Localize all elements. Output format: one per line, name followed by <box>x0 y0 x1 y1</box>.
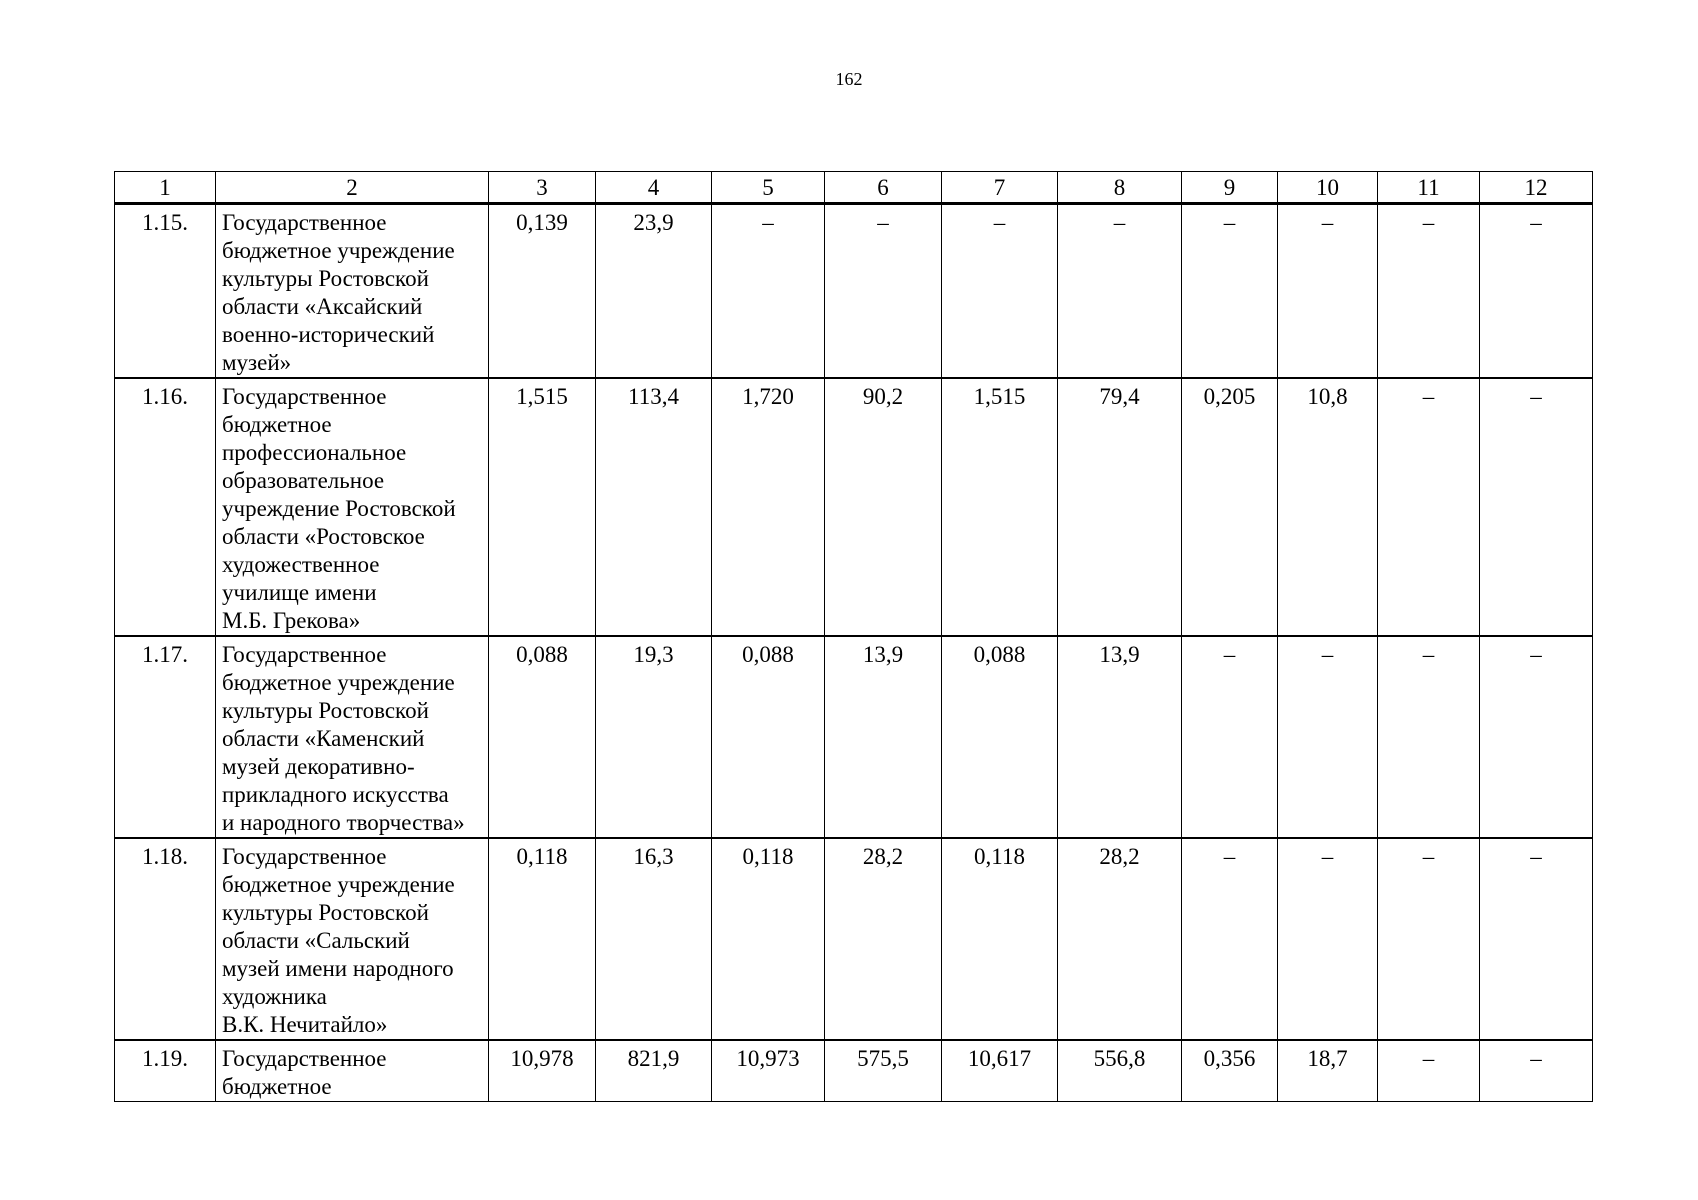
value-cell: 556,8 <box>1058 1040 1182 1102</box>
institution-name-line: музей имени народного <box>222 956 454 981</box>
value-cell: 13,9 <box>825 636 942 838</box>
institution-name-line: культуры Ростовской <box>222 900 429 925</box>
institution-name-line: профессиональное <box>222 440 407 465</box>
institution-name-line: музей» <box>222 350 292 375</box>
value-cell: 0,118 <box>942 838 1058 1040</box>
value-cell: 0,118 <box>712 838 825 1040</box>
value-cell: – <box>1480 838 1593 1040</box>
value-cell: – <box>1058 204 1182 379</box>
value-cell: 0,356 <box>1182 1040 1278 1102</box>
value-cell: – <box>712 204 825 379</box>
institution-name-line: Государственное <box>222 642 387 667</box>
value-cell: – <box>1278 204 1378 379</box>
value-cell: – <box>942 204 1058 379</box>
value-cell: – <box>825 204 942 379</box>
institution-name-line: бюджетное учреждение <box>222 670 455 695</box>
column-header: 4 <box>596 172 712 204</box>
value-cell: – <box>1480 378 1593 636</box>
data-table <box>114 171 1593 1102</box>
institution-name-line: училище имени <box>222 580 377 605</box>
institution-name-line: и народного творчества» <box>222 810 465 835</box>
value-cell: 10,978 <box>489 1040 596 1102</box>
value-cell: 23,9 <box>596 204 712 379</box>
value-cell: 10,617 <box>942 1040 1058 1102</box>
value-cell: 28,2 <box>1058 838 1182 1040</box>
table-header-row <box>115 172 1593 204</box>
institution-name <box>216 1040 489 1102</box>
value-cell: 0,088 <box>942 636 1058 838</box>
institution-name-line: В.К. Нечитайло» <box>222 1012 388 1037</box>
value-cell: – <box>1278 636 1378 838</box>
institution-name-line: культуры Ростовской <box>222 266 429 291</box>
value-cell: 16,3 <box>596 838 712 1040</box>
column-header: 5 <box>712 172 825 204</box>
institution-name-line: Государственное <box>222 1046 387 1071</box>
institution-name-line: М.Б. Грекова» <box>222 608 361 633</box>
column-header: 6 <box>825 172 942 204</box>
value-cell: 0,205 <box>1182 378 1278 636</box>
value-cell: – <box>1378 1040 1480 1102</box>
table-row <box>115 1040 1593 1102</box>
institution-name-line: области «Ростовское <box>222 524 425 549</box>
institution-name-line: прикладного искусства <box>222 782 449 807</box>
institution-name-line: бюджетное <box>222 412 332 437</box>
value-cell: – <box>1182 204 1278 379</box>
institution-name-line: бюджетное учреждение <box>222 872 455 897</box>
institution-name-line: Государственное <box>222 844 387 869</box>
table-row <box>115 636 1593 838</box>
row-number: 1.17. <box>115 636 216 838</box>
value-cell: – <box>1480 1040 1593 1102</box>
column-header: 9 <box>1182 172 1278 204</box>
value-cell: 575,5 <box>825 1040 942 1102</box>
institution-name-line: образовательное <box>222 468 385 493</box>
value-cell: – <box>1378 838 1480 1040</box>
value-cell: 90,2 <box>825 378 942 636</box>
value-cell: – <box>1480 204 1593 379</box>
institution-name <box>216 204 489 379</box>
value-cell: 0,118 <box>489 838 596 1040</box>
value-cell: 13,9 <box>1058 636 1182 838</box>
institution-name-line: учреждение Ростовской <box>222 496 456 521</box>
institution-name-line: области «Сальский <box>222 928 410 953</box>
value-cell: 28,2 <box>825 838 942 1040</box>
value-cell: 1,515 <box>489 378 596 636</box>
institution-name-line: музей декоративно- <box>222 754 415 779</box>
column-header: 10 <box>1278 172 1378 204</box>
page-number: 162 <box>835 69 863 89</box>
value-cell: – <box>1378 204 1480 379</box>
value-cell: – <box>1278 838 1378 1040</box>
value-cell: 0,088 <box>489 636 596 838</box>
value-cell: 10,8 <box>1278 378 1378 636</box>
column-header: 7 <box>942 172 1058 204</box>
value-cell: 10,973 <box>712 1040 825 1102</box>
column-header: 11 <box>1378 172 1480 204</box>
institution-name-line: области «Аксайский <box>222 294 423 319</box>
value-cell: – <box>1378 636 1480 838</box>
data-table-container <box>114 171 1592 1102</box>
column-header: 1 <box>115 172 216 204</box>
table-row <box>115 838 1593 1040</box>
value-cell: 18,7 <box>1278 1040 1378 1102</box>
value-cell: – <box>1182 838 1278 1040</box>
value-cell: 1,515 <box>942 378 1058 636</box>
column-header: 2 <box>216 172 489 204</box>
institution-name-line: области «Каменский <box>222 726 425 751</box>
value-cell: 79,4 <box>1058 378 1182 636</box>
value-cell: – <box>1480 636 1593 838</box>
value-cell: 1,720 <box>712 378 825 636</box>
institution-name <box>216 838 489 1040</box>
row-number: 1.18. <box>115 838 216 1040</box>
table-row <box>115 204 1593 379</box>
value-cell: 0,088 <box>712 636 825 838</box>
value-cell: – <box>1378 378 1480 636</box>
value-cell: 0,139 <box>489 204 596 379</box>
value-cell: 821,9 <box>596 1040 712 1102</box>
column-header: 12 <box>1480 172 1593 204</box>
institution-name-line: Государственное <box>222 210 387 235</box>
institution-name-line: культуры Ростовской <box>222 698 429 723</box>
institution-name-line: художника <box>222 984 327 1009</box>
institution-name-line: Государственное <box>222 384 387 409</box>
table-row <box>115 378 1593 636</box>
row-number: 1.19. <box>115 1040 216 1102</box>
value-cell: – <box>1182 636 1278 838</box>
institution-name <box>216 636 489 838</box>
value-cell: 113,4 <box>596 378 712 636</box>
institution-name <box>216 378 489 636</box>
row-number: 1.16. <box>115 378 216 636</box>
institution-name-line: бюджетное учреждение <box>222 238 455 263</box>
row-number: 1.15. <box>115 204 216 379</box>
value-cell: 19,3 <box>596 636 712 838</box>
institution-name-line: художественное <box>222 552 380 577</box>
institution-name-line: военно-исторический <box>222 322 435 347</box>
institution-name-line: бюджетное <box>222 1074 332 1099</box>
column-header: 8 <box>1058 172 1182 204</box>
column-header: 3 <box>489 172 596 204</box>
